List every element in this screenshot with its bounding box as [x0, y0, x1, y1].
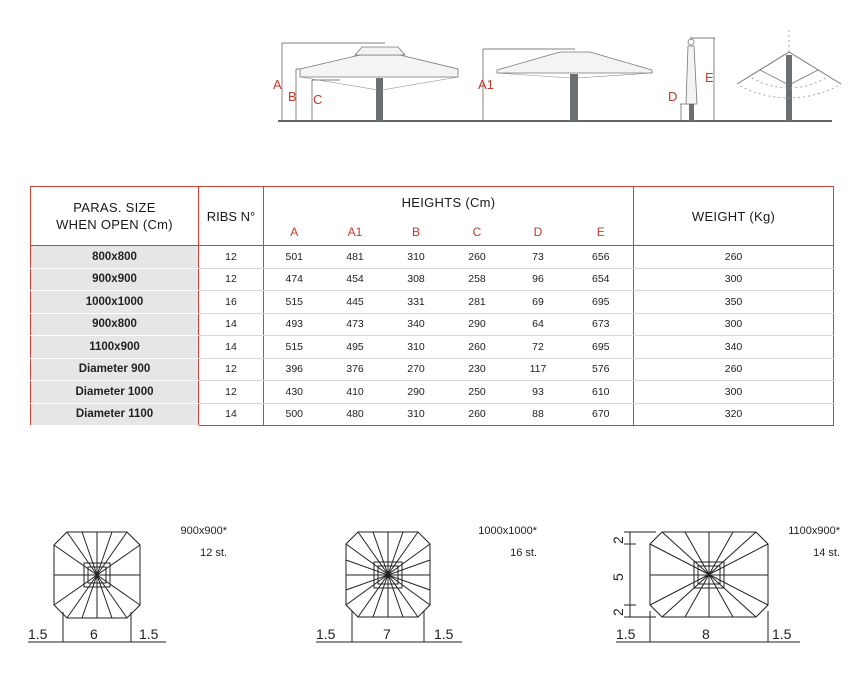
- table-row: [31, 246, 834, 269]
- cell-height-a: 430: [264, 381, 325, 404]
- label-d: D: [668, 89, 678, 104]
- cell-height-a1: 445: [325, 291, 386, 314]
- umbrella-frame-diagram: [737, 30, 841, 121]
- plan-1100x900: [610, 520, 850, 670]
- header-heights: HEIGHTS (Cm): [401, 195, 496, 211]
- table-row: [31, 403, 834, 426]
- plan-middle-width: 8: [702, 626, 710, 642]
- plan-left-margin: 1.5: [28, 626, 48, 642]
- plan-ribs: 16 st.: [510, 547, 537, 559]
- cell-height-c: 290: [447, 313, 508, 336]
- plan-right-margin: 1.5: [434, 626, 454, 642]
- label-c: C: [313, 92, 323, 107]
- umbrella-closed-diagram: [668, 38, 715, 121]
- plan-caption: [130, 520, 227, 564]
- cell-weight: 300: [634, 268, 834, 291]
- cell-size: Diameter 1100: [31, 403, 199, 426]
- cell-height-e: 670: [591, 408, 610, 421]
- header-weight: WEIGHT (Kg): [634, 187, 834, 246]
- table-row: [31, 381, 834, 404]
- cell-height-c: 260: [468, 408, 486, 421]
- label-a1: A1: [478, 77, 494, 92]
- cell-height-d: 72: [508, 336, 569, 359]
- cell-ribs: 12: [199, 358, 264, 381]
- cell-ribs: 14: [199, 313, 264, 336]
- plan-caption: [740, 520, 840, 564]
- cell-height-a: 515: [264, 336, 325, 359]
- cell-weight: 350: [634, 291, 834, 314]
- plan-left-margin: 1.5: [316, 626, 336, 642]
- cell-weight: 300: [634, 313, 834, 336]
- umbrella-dimension-diagrams: [0, 0, 863, 140]
- umbrella-open-diagram: [273, 43, 458, 121]
- cell-ribs: 12: [199, 381, 264, 404]
- cell-height-d: 93: [508, 381, 569, 404]
- header-size-line2: WHEN OPEN (Cm): [56, 217, 173, 232]
- cell-height-d: 117: [508, 358, 569, 381]
- cell-ribs: 12: [199, 268, 264, 291]
- cell-height-e: 656: [569, 246, 634, 269]
- plan-title: 900x900*: [180, 525, 227, 537]
- cell-height-e: 654: [569, 268, 634, 291]
- cell-height-d: 88: [532, 408, 544, 421]
- cell-size: Diameter 1000: [31, 381, 199, 404]
- cell-size: 900x800: [31, 313, 199, 336]
- plan-left-margin: 1.5: [616, 626, 636, 642]
- cell-size: 1000x1000: [31, 291, 199, 314]
- cell-height-d: 96: [508, 268, 569, 291]
- cell-height-b: 310: [386, 246, 447, 269]
- table-row: [31, 268, 834, 291]
- plan-side-bottom: 2: [610, 608, 626, 616]
- cell-size: 1100x900: [31, 336, 199, 359]
- plan-caption: [432, 520, 537, 564]
- plan-ribs: 12 st.: [200, 547, 227, 559]
- cell-height-c: 230: [447, 358, 508, 381]
- plan-right-margin: 1.5: [772, 626, 792, 642]
- cell-height-b: 310: [407, 408, 425, 421]
- plan-right-margin: 1.5: [139, 626, 159, 642]
- cell-height-e: 610: [569, 381, 634, 404]
- header-height-d: D: [508, 218, 569, 245]
- cell-height-a: 515: [264, 291, 325, 314]
- spec-table-container: [30, 186, 833, 426]
- cell-ribs: 12: [199, 246, 264, 269]
- plan-title: 1000x1000*: [478, 525, 537, 537]
- header-size-line1: PARAS. SIZE: [73, 200, 156, 215]
- cell-height-e: 576: [569, 358, 634, 381]
- cell-height-a1: 410: [325, 381, 386, 404]
- cell-height-b: 331: [386, 291, 447, 314]
- cell-weight: 260: [634, 246, 834, 269]
- plan-side-middle: 5: [610, 573, 626, 581]
- cell-height-d: 73: [508, 246, 569, 269]
- cell-height-b: 270: [386, 358, 447, 381]
- table-row: [31, 358, 834, 381]
- spec-table: [30, 186, 834, 426]
- cell-weight: 260: [634, 358, 834, 381]
- label-b: B: [288, 89, 297, 104]
- cell-height-a1: 473: [325, 313, 386, 336]
- label-a: A: [273, 77, 282, 92]
- header-height-c: C: [447, 218, 508, 245]
- cell-height-a: 474: [264, 268, 325, 291]
- cell-height-d: 69: [508, 291, 569, 314]
- table-row: [31, 336, 834, 359]
- cell-height-e: 695: [569, 336, 634, 359]
- cell-height-a: 396: [264, 358, 325, 381]
- cell-height-e: 695: [569, 291, 634, 314]
- cell-height-d: 64: [508, 313, 569, 336]
- cell-height-a1: 481: [325, 246, 386, 269]
- header-height-a: A: [264, 218, 325, 245]
- plan-900x900: [22, 520, 232, 670]
- cell-weight: 300: [634, 381, 834, 404]
- cell-height-a1: 454: [325, 268, 386, 291]
- cell-height-a1: 495: [325, 336, 386, 359]
- table-row: [31, 291, 834, 314]
- cell-height-c: 260: [447, 336, 508, 359]
- header-ribs: RIBS N°: [199, 187, 264, 246]
- cell-height-e: 673: [569, 313, 634, 336]
- header-height-e: E: [569, 218, 634, 245]
- cell-weight: 340: [634, 336, 834, 359]
- cell-height-b: 290: [386, 381, 447, 404]
- plan-1000x1000: [312, 520, 542, 670]
- cell-height-b: 340: [386, 313, 447, 336]
- cell-height-c: 260: [447, 246, 508, 269]
- plan-title: 1100x900*: [788, 525, 840, 537]
- cell-height-a: 493: [264, 313, 325, 336]
- plan-middle-width: 7: [383, 626, 391, 642]
- cell-size: Diameter 900: [31, 358, 199, 381]
- cell-size: 800x800: [31, 246, 199, 269]
- cell-height-c: 258: [447, 268, 508, 291]
- plan-side-top: 2: [610, 536, 626, 544]
- cell-ribs: 14: [199, 403, 264, 426]
- cell-height-a1: 376: [325, 358, 386, 381]
- header-paras-size: [31, 187, 199, 246]
- cell-height-c: 250: [447, 381, 508, 404]
- cell-height-a1: 480: [346, 408, 364, 421]
- cell-size: 900x900: [31, 268, 199, 291]
- cell-ribs: 16: [199, 291, 264, 314]
- cell-height-a: 500: [285, 408, 304, 421]
- header-height-b: B: [386, 218, 447, 245]
- umbrella-flat-diagram: [478, 49, 652, 121]
- cell-height-c: 281: [447, 291, 508, 314]
- plan-middle-width: 6: [90, 626, 98, 642]
- plan-ribs: 14 st.: [813, 547, 840, 559]
- cell-height-a: 501: [264, 246, 325, 269]
- label-e: E: [705, 70, 714, 85]
- table-row: [31, 313, 834, 336]
- cell-height-b: 308: [386, 268, 447, 291]
- cell-weight: 320: [634, 403, 834, 426]
- cell-ribs: 14: [199, 336, 264, 359]
- cell-height-b: 310: [386, 336, 447, 359]
- header-height-a1: A1: [325, 218, 386, 245]
